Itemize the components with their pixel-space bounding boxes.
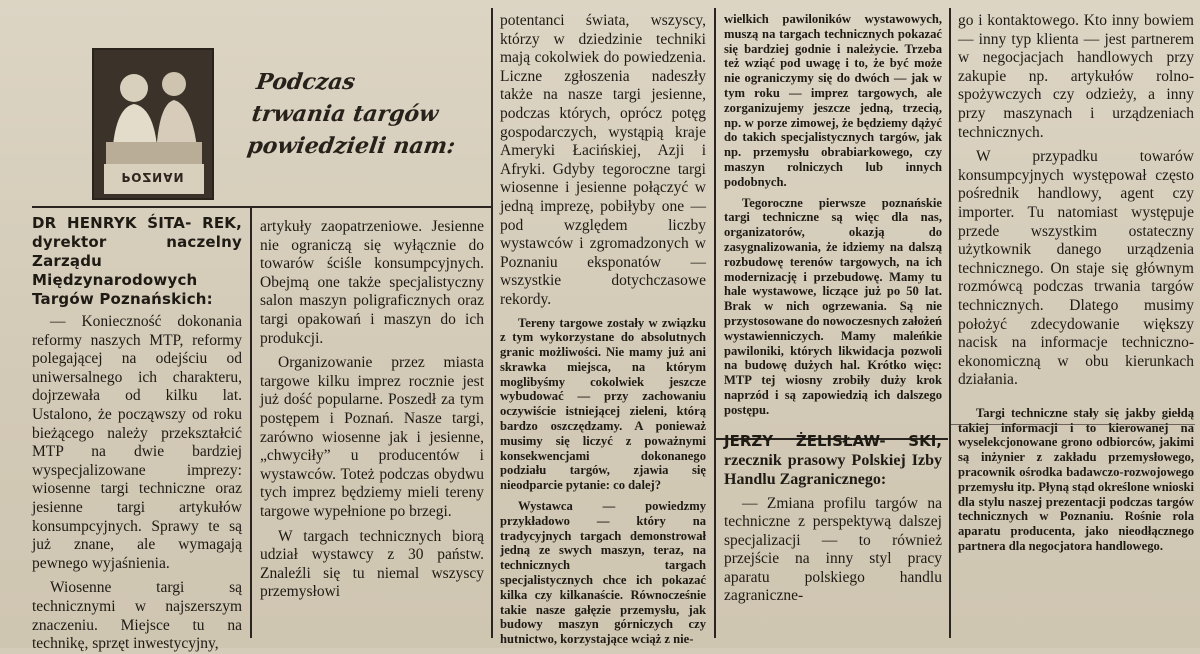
title-line: Podczas [254,69,357,95]
article-title [245,66,490,162]
paragraph: Wiosenne targi są technicznymi w najszerszym znaczeniu. Miejsce tu na technikę, sprzęt inwestycyjny, [32,579,242,653]
interview-heading-1: DR HENRYK ŚITA- REK, dyrektor naczelny Zarządu Międzynarodowych Targów Poznańskich: [32,214,242,308]
paragraph: potentanci świata, wszyscy, którzy w dziedzinie techniki mają cokolwiek do powiedzenia. Liczne zgłoszenia nadeszły także na nasze targi jesienne, podczas których, oprócz potęg gospodarczych, wystąpią kraje Ameryki Łacińskiej, Azji i Afryki. Gdyby tegoroczne targi wiosenne i jesienne połączyć w jedną imprezę, pobiłyby one — pod względem liczby wystawców i zgromadzonych w Poznaniu eksponatów — wszystkie dotychczasowe rekordy. [500,12,706,308]
column-4 [724,12,942,638]
photo [92,48,214,200]
paragraph: — Zmiana profilu targów na techniczne z perspektywą dalszej specjalizacji — to również przejście na inny styl pracy aparatu polskiego handlu zagraniczne- [724,494,942,605]
paragraph: Organizowanie przez miasta targowe kilku imprez rocznie jest już dość popularne. Poszedł za tym postępem i Poznań. Nasze targi, zarówno wiosenne jak i jesienne, „chwyciły” u producentów i wystawców. Toteż podczas obydwu tych imprez będziemy mieli tereny targowe wypełnione po brzegi. [260,354,484,520]
paragraph: W targach technicznych biorą udział wystawcy z 30 państw. Znaleźli się tu niemal wszyscy przemysłowi [260,527,484,601]
photo-caption: POZNAN [121,170,185,184]
paragraph: W przypadku towarów konsumpcyjnych występował często pośrednik handlowy, agent czy importer. Tu natomiast występuje przede wszystkim ostateczny użytkownik danego urządzenia technicznego. On staje się głównym rozmówcą podczas trwania targów technicznych. Dlatego musimy położyć zdecydowanie większy nacisk na informacje techniczno-ekonomiczną w obu kierunkach działania. [958,148,1194,389]
column-5 [958,12,1194,638]
header-rule [32,206,491,208]
column-3 [500,12,706,647]
interviewee-name: JERZY ŻELISŁAW- SKI, [724,431,942,450]
title-line: powiedzieli nam: [245,133,457,159]
paragraph: wielkich pawiloników wystawowych, muszą na targach technicznych pokazać się bardziej godnie i należycie. Trzeba też wziąć pod uwagę i to, że być może nie ograniczymy się do dwóch — jak w tym roku — imprez targowych, ale zorganizujemy jeszcze jedną, trzecią, np. w porze zimowej, że będziemy dążyć do takich specjalistycznych targów, jak np. przemysłu obrabiarkowego, czy maszyn rolniczych lub innych podobnych. [724,12,942,189]
column-2 [260,218,484,636]
title-line: trwania targów [250,101,441,127]
column-rule [949,8,951,638]
paragraph: Targi techniczne stały się jakby giełdą takiej informacji i to kierowanej na wyselekcjonowane grono odbiorców, jakimi są inżynier z zakładu przemysłowego, pracownik ośrodka badawczo-rozwojowego przemysłu itp. Płyną stąd określone wnioski dla stylu naszej prezentacji podczas targów technicznych w Poznaniu. Rośnie rola aparatu producenta, jako nieodłącznego partnera dla negocjatora handlowego. [958,405,1194,554]
paragraph: go i kontaktowego. Kto inny bowiem — inny typ klienta — jest partnerem w negocjacjach handlowych przy zakupie np. artykułów rolno-spożywczych czy odzieży, a inny przy maszynach i urządzeniach technicznych. [958,12,1194,141]
paragraph: Tegoroczne pierwsze poznańskie targi techniczne są więc dla nas, organizatorów, okazją do zasygnalizowania, że idziemy na dalszą rozbudowę terenów targowych, na ich modernizację i przebudowę. Mamy tu hale wystawowe, liczące już po 50 lat. Brak w nich ogrzewania. Są nie przystosowane do nowoczesnych założeń wystawienniczych. Mamy maleńkie pawiloniki, których likwidacja pozwoli na budowę dużych hal. Krótko więc: MTP tej wiosny zrobiły duży krok naprzód i są zapowiedzią ich dalszego postępu. [724,195,942,417]
column-rule [250,206,252,638]
interviewee-role: rzecznik prasowy Polskiej Izby Handlu Zagranicznego: [724,451,942,488]
column-rule [714,8,716,638]
interview-heading-2 [724,432,942,489]
paragraph: artykuły zaopatrzeniowe. Jesienne nie ograniczą się wyłącznie do towarów ściśle konsumpcyjnych. Obejmą one także specjalistyczny salon maszyn poligraficznych oraz targi opakowań i maszyn do ich produkcji. [260,218,484,347]
paragraph: — Konieczność dokonania reformy naszych MTP, reformy polegającej na odejściu od uniwersalnego ich charakteru, dojrzewała od kilku lat. Ustalono, że począwszy od roku bieżącego należy przekształcić MTP na dwie bardziej wyspecjalizowane imprezy: wiosenne targi techniczne oraz jesienne targi artykułów konsumpcyjnych. Sprawy te są już znane, ale wymagają pewnego wyjaśnienia. [32,313,242,572]
paragraph: Wystawca — powiedzmy przykładowo — który na tradycyjnych targach demonstrował jedną ze swych maszyn, teraz, na technicznych targach specjalistycznych chce ich pokazać kilka czy kilkanaście. Równocześnie takie nasze gałęzie przemysłu, jak budowy maszyn górniczych czy hutnictwo, korzystające wciąż z nie- [500,499,706,647]
paragraph: Tereny targowe zostały w związku z tym wykorzystane do absolutnych granic możliwości. Nie mamy już ani skrawka miejsca, na którym moglibyśmy cokolwiek jeszcze wybudować — przy zachowaniu oczywiście istniejącej zieleni, którą bardzo oszczędzamy. A ponieważ musimy się liczyć z poważnymi konsekwencjami dokonanego podziału targów, zjawia się nieodparcie pytanie: co dalej? [500,315,706,493]
column-rule [491,8,493,638]
column-1 [32,214,242,653]
